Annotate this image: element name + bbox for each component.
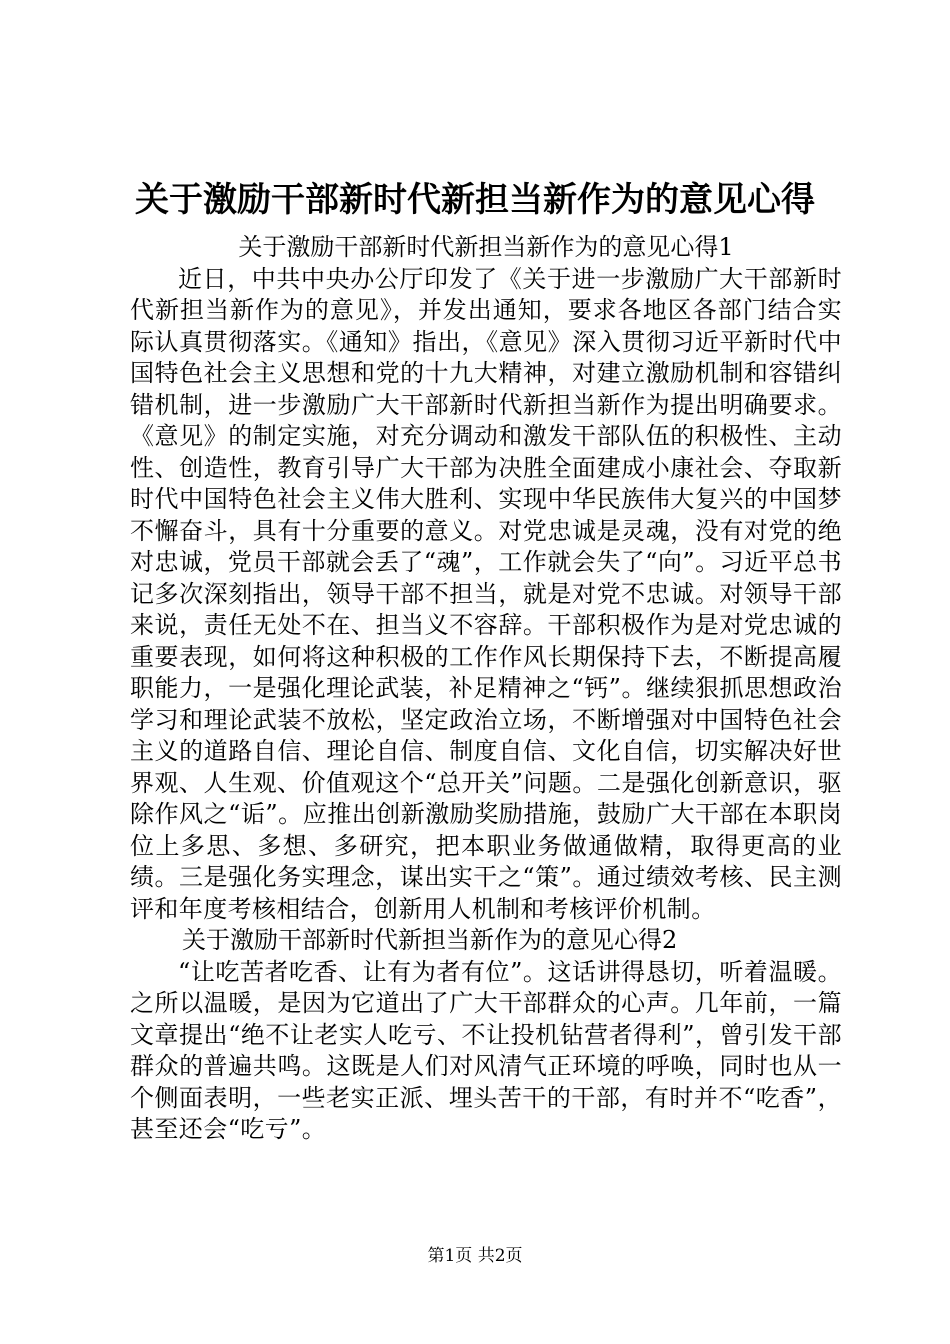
section-1-heading: 关于激励干部新时代新担当新作为的意见心得1 [238, 233, 734, 261]
page-number-footer: 第1页 共2页 [427, 1246, 523, 1266]
section-2-heading: 关于激励干部新时代新担当新作为的意见心得2 [182, 926, 678, 954]
section-1-paragraph: 近日，中共中央办公厅印发了《关于进一步激励广大干部新时代新担当新作为的意见》，并发出通知，要求各地区各部门结合实际认真贯彻落实。《通知》指出，《意见》深入贯彻习近平新时代中国特色社会主义思想和党的十九大精神，对建立激励机制和容错纠错机制，进一步激励广大干部新时代新担当新作为提出明确要求。《意见》的制定实施，对充分调动和激发干部队伍的积极性、主动性、创造性，教育引导广大干部为决胜全面建成小康社会、夺取新时代中国特色社会主义伟大胜利、实现中华民族伟大复兴的中国梦不懈奋斗，具有十分重要的意义。对党忠诚是灵魂，没有对党的绝对忠诚，党员干部就会丢了“魂”，工作就会失了“向”。习近平总书记多次深刻指出，领导干部不担当，就是对党不忠诚。对领导干部来说，责任无处不在、担当义不容辞。干部积极作为是对党忠诚的重要表现，如何将这种积极的工作作风长期保持下去，不断提高履职能力，一是强化理论武装，补足精神之“钙”。继续狠抓思想政治学习和理论武装不放松，坚定政治立场，不断增强对中国特色社会主义的道路自信、理论自信、制度自信、文化自信，切实解决好世界观、人生观、价值观这个“总开关”问题。二是强化创新意识，驱除作风之“诟”。应推出创新激励奖励措施，鼓励广大干部在本职岗位上多思、多想、多研究，把本职业务做通做精，取得更高的业绩。三是强化务实理念，谋出实干之“策”。通过绩效考核、民主测评和年度考核相结合，创新用人机制和考核评价机制。 [130, 264, 842, 923]
document-title: 关于激励干部新时代新担当新作为的意见心得 [135, 180, 815, 220]
document-body [130, 232, 842, 1146]
section-2-paragraph: “让吃苦者吃香、让有为者有位”。这话讲得恳切，听着温暖。之所以温暖，是因为它道出了广大干部群众的心声。几年前，一篇文章提出“绝不让老实人吃亏、不让投机钻营者得利”，曾引发干部群众的普遍共鸣。这既是人们对风清气正环境的呼唤，同时也从一个侧面表明，一些老实正派、埋头苦干的干部，有时并不“吃香”，甚至还会“吃亏”。 [130, 957, 842, 1143]
